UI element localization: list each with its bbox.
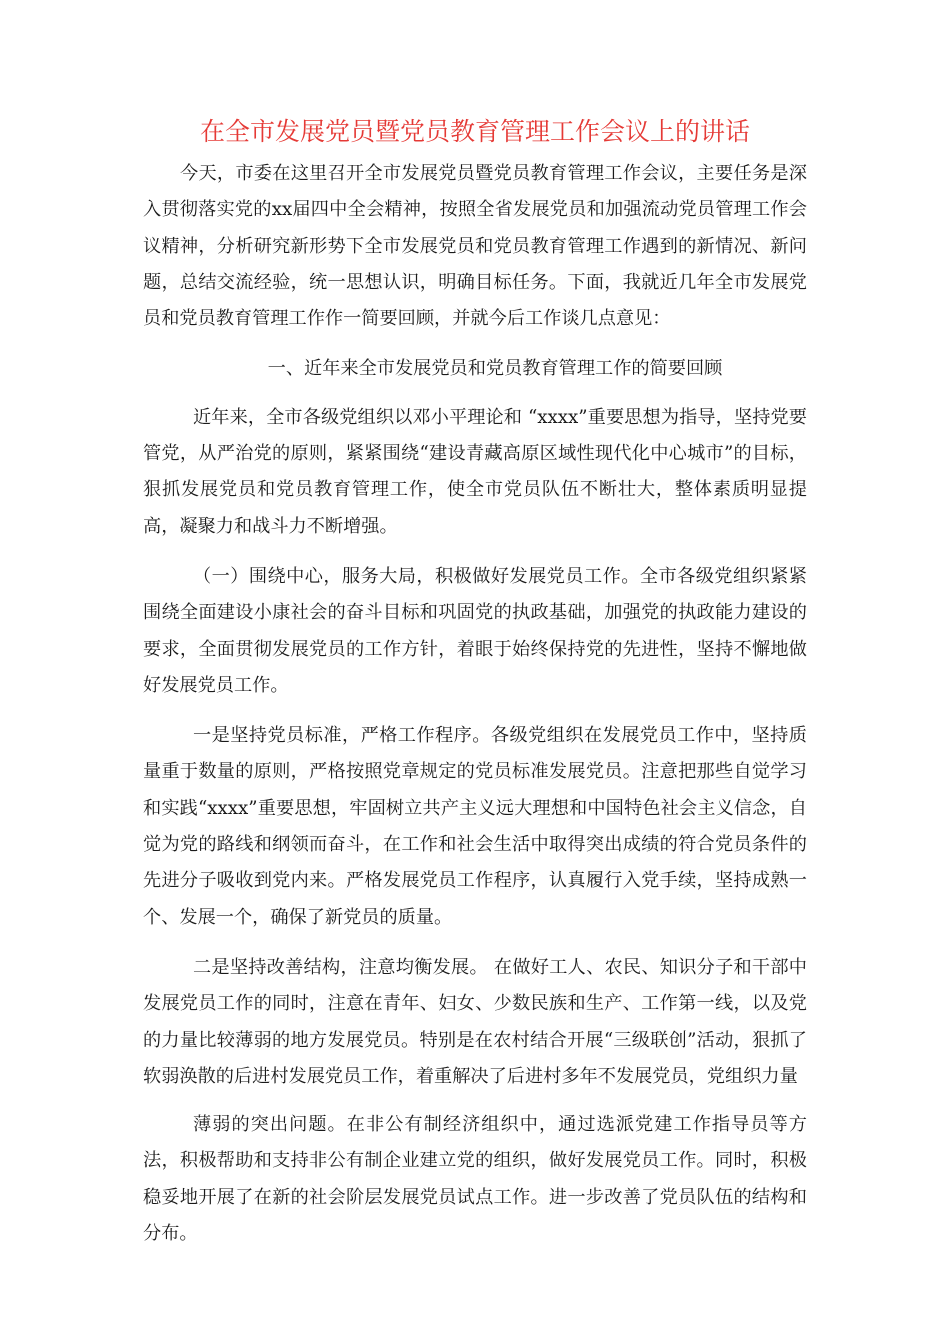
section-1-paragraph: 近年来，全市各级党组织以邓小平理论和 “xxxx”重要思想为指导，坚持党要管党，从严治党的原则，紧紧围绕“建设青藏高原区域性现代化中心城市”的目标，狠抓发展党员和党员教育管理工作，使全市党员队伍不断壮大，整体素质明显提高，凝聚力和战斗力不断增强。: [143, 406, 807, 537]
intro-paragraph: 今天，市委在这里召开全市发展党员暨党员教育管理工作会议，主要任务是深入贯彻落实党的xx届四中全会精神，按照全省发展党员和加强流动党员管理工作会议精神，分析研究新形势下全市发展党员和党员教育管理工作遇到的新情况、新问题，总结交流经验，统一思想认识，明确目标任务。下面，我就近几年全市发展党员和党员教育管理工作作一简要回顾，并就今后工作谈几点意见：: [143, 163, 807, 330]
section-1-heading: 一、近年来全市发展党员和党员教育管理工作的简要回顾: [267, 358, 723, 380]
point-2-paragraph: 二是坚持改善结构，注意均衡发展。 在做好工人、农民、知识分子和干部中发展党员工作的同时，注意在青年、妇女、少数民族和生产、工作第一线，以及党的力量比较薄弱的地方发展党员。特别是在农村结合开展“三级联创”活动，狠抓了软弱涣散的后进村发展党员工作，着重解决了后进村多年不发展党员，党组织力量: [143, 956, 807, 1087]
point-1-paragraph: 一是坚持党员标准，严格工作程序。各级党组织在发展党员工作中，坚持质量重于数量的原则，严格按照党章规定的党员标准发展党员。注意把那些自觉学习和实践“xxxx”重要思想，牢固树立共产主义远大理想和中国特色社会主义信念，自觉为党的路线和纲领而奋斗，在工作和社会生活中取得突出成绩的符合党员条件的先进分子吸收到党内来。严格发展党员工作程序，认真履行入党手续，坚持成熟一个、发展一个，确保了新党员的质量。: [143, 725, 807, 928]
subsection-1-paragraph: （一）围绕中心，服务大局，积极做好发展党员工作。全市各级党组织紧紧围绕全面建设小康社会的奋斗目标和巩固党的执政基础，加强党的执政能力建设的要求，全面贯彻发展党员的工作方针，着眼于始终保持党的先进性，坚持不懈地做好发展党员工作。: [143, 565, 807, 696]
point-2-continuation: 薄弱的突出问题。在非公有制经济组织中，通过选派党建工作指导员等方法，积极帮助和支持非公有制企业建立党的组织，做好发展党员工作。同时，积极稳妥地开展了在新的社会阶层发展党员试点工作。进一步改善了党员队伍的结构和分布。: [143, 1114, 807, 1245]
document-title: 在全市发展党员暨党员教育管理工作会议上的讲话: [199, 117, 750, 146]
